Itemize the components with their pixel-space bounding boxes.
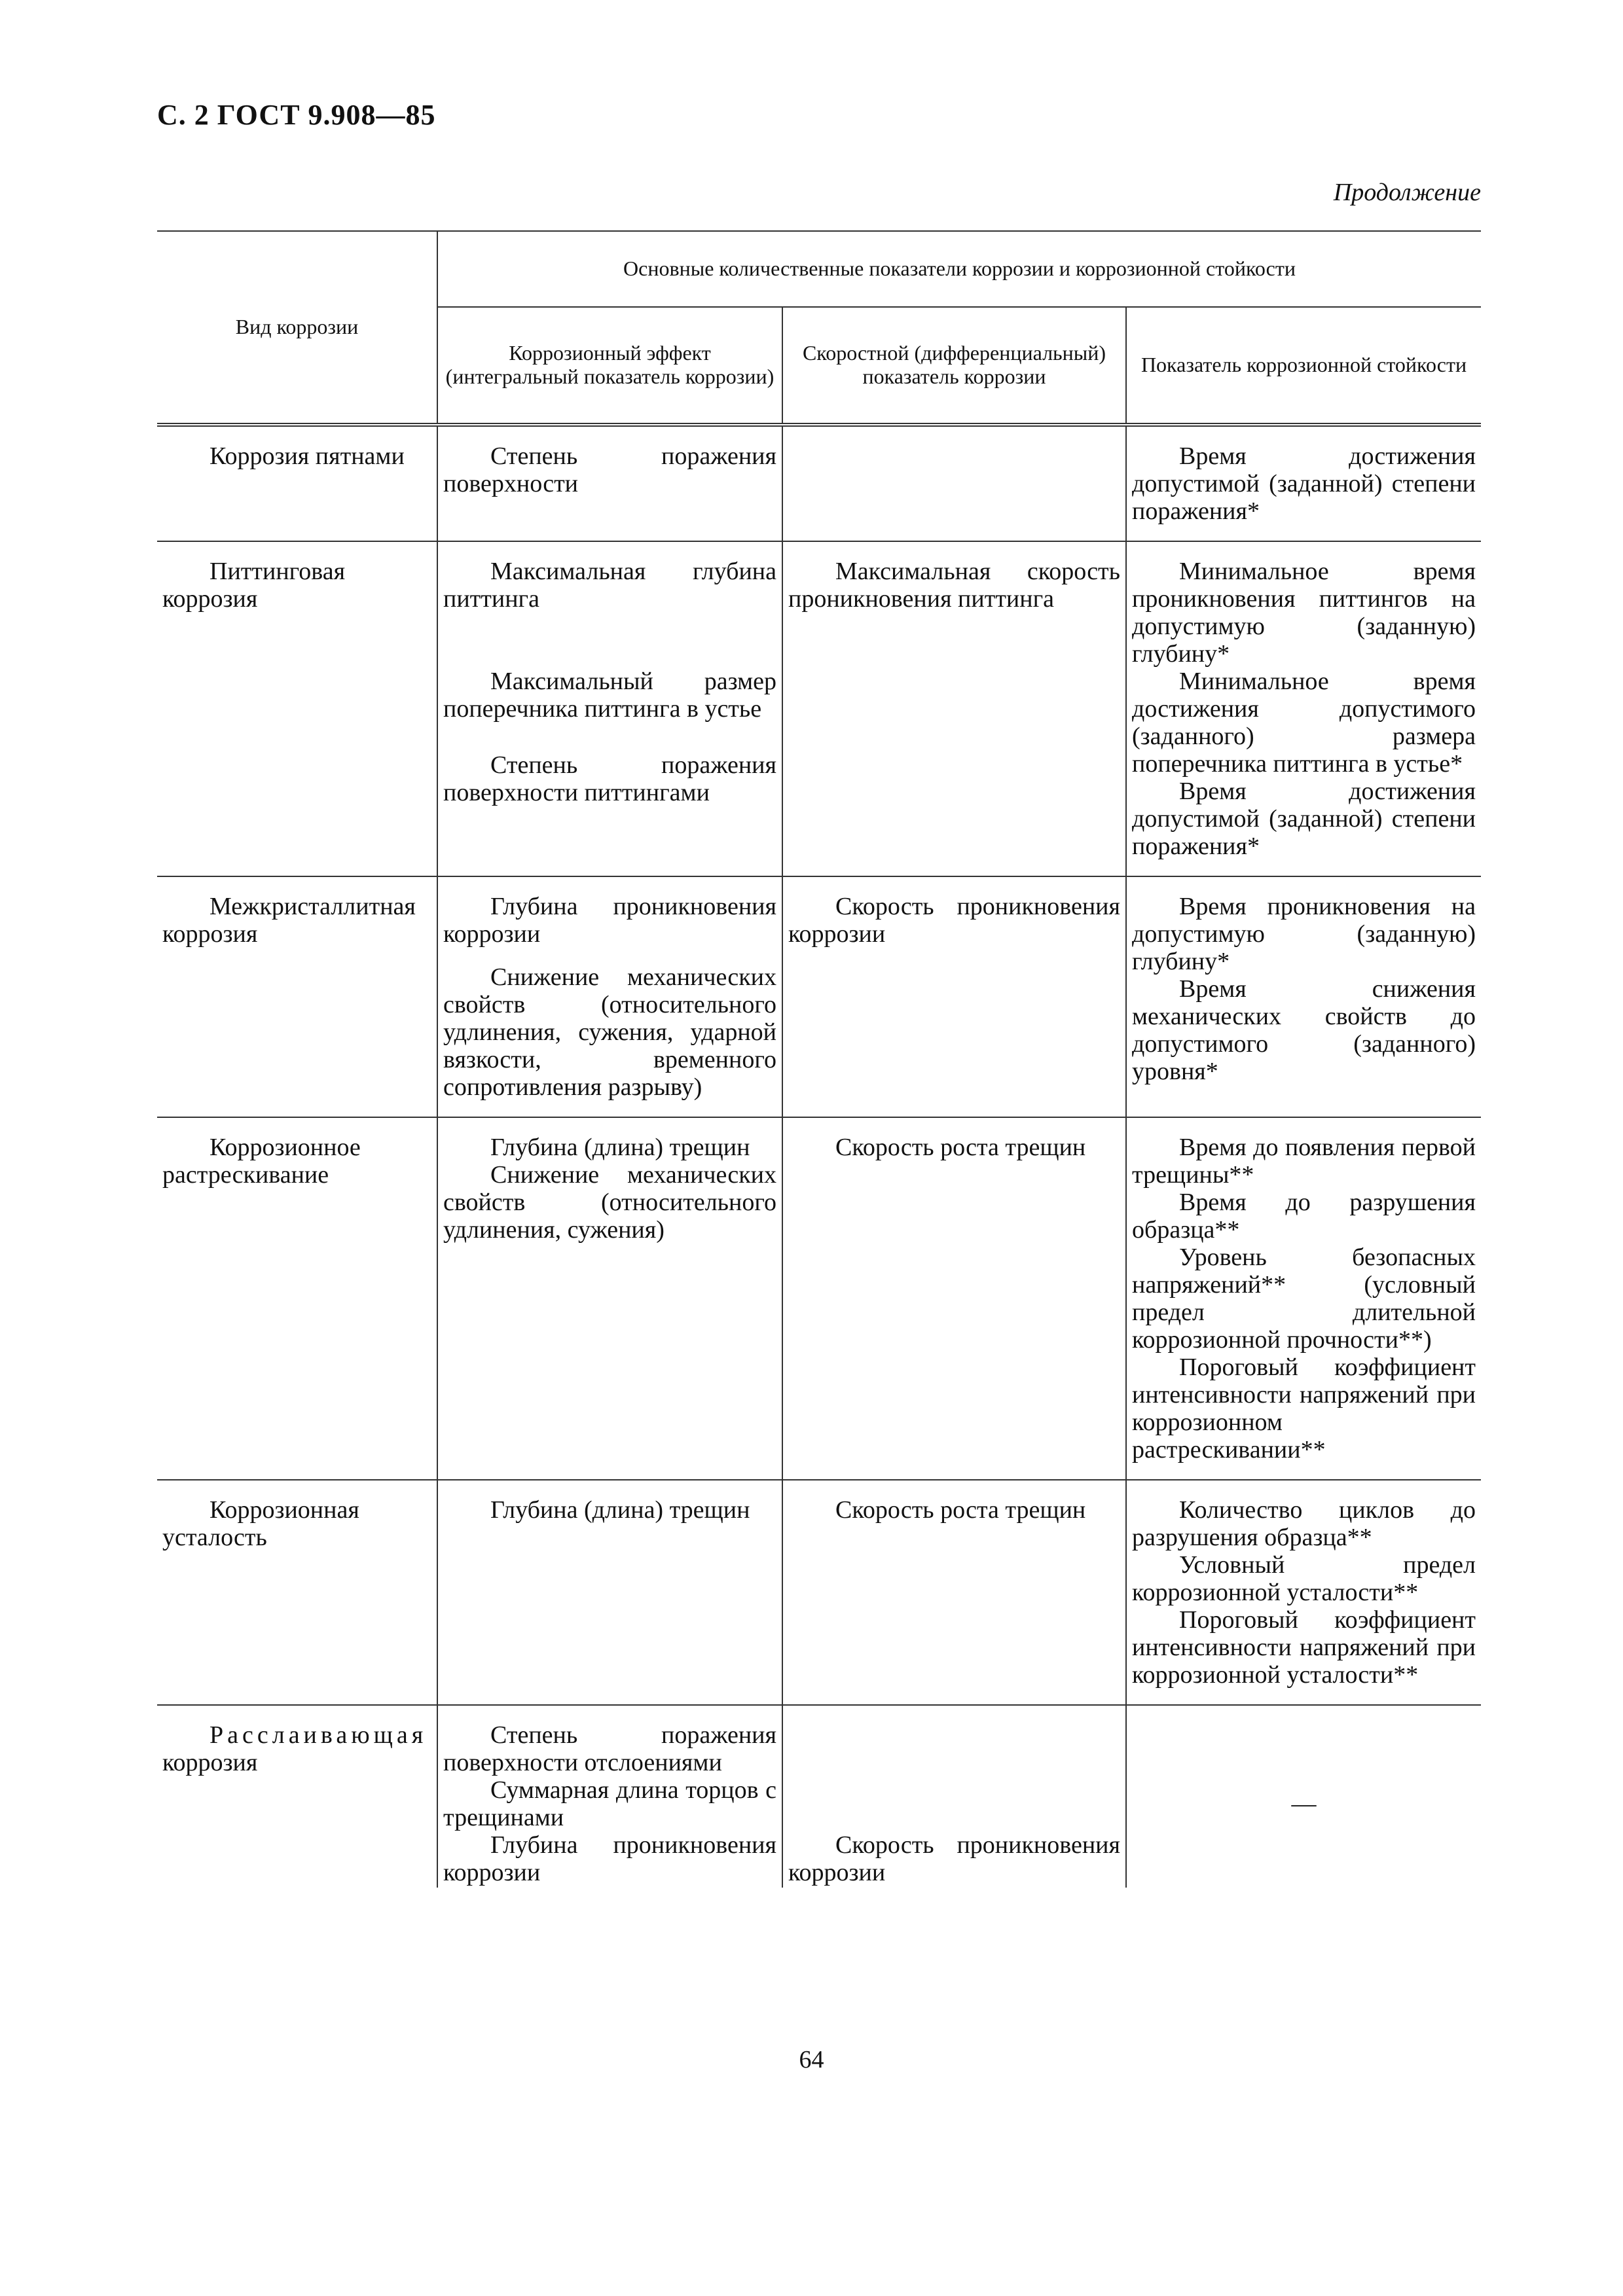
table-row <box>157 876 1481 1117</box>
effect-text: Глубина проникновения коррозии <box>443 1831 776 1886</box>
resistance-text: Время до появления первой трещины** <box>1132 1134 1476 1189</box>
effect-text: Максимальная глубина питтинга <box>443 558 776 613</box>
resistance-text: Время снижения механических свойств до допустимого (заданного) уровня* <box>1132 975 1476 1085</box>
corrosion-kind-cell <box>157 1480 437 1705</box>
corrosion-kind-cell <box>157 1117 437 1480</box>
effect-text: Снижение механических свойств (относительного удлинения, сужения) <box>443 1161 776 1244</box>
header-indicators-group: Основные количественные показатели коррозии и коррозионной стойкости <box>437 231 1481 307</box>
resistance-cell <box>1126 1117 1481 1480</box>
effect-text: Максимальный размер поперечника питтинга в устье <box>443 668 776 723</box>
rate-text: Максимальная скорость проникновения питтинга <box>788 558 1120 613</box>
resistance-dash: — <box>1291 1790 1317 1818</box>
effect-text: Суммарная длина торцов с трещинами <box>443 1776 776 1831</box>
corrosion-kind <box>162 1721 431 1776</box>
table-row <box>157 1480 1481 1705</box>
effect-text: Снижение механических свойств (относительного удлинения, сужения, ударной вязкости, временного сопротивления разрыву) <box>443 963 776 1101</box>
effect-text: Глубина (длина) трещин <box>490 1134 750 1161</box>
effect-cell <box>437 425 782 541</box>
corrosion-kind: Межкристаллитная коррозия <box>162 893 416 948</box>
effect-cell <box>437 541 782 876</box>
rate-text: Скорость проникновения коррозии <box>788 893 1120 948</box>
corrosion-kind-rest: коррозия <box>162 1749 258 1776</box>
resistance-cell <box>1126 876 1481 1117</box>
rate-cell <box>782 1480 1126 1705</box>
resistance-cell <box>1126 1705 1481 1888</box>
resistance-text: Время достижения допустимой (заданной) степени поражения* <box>1132 778 1476 860</box>
rate-cell <box>782 425 1126 541</box>
corrosion-indicators-table <box>157 230 1481 1888</box>
corrosion-kind: Коррозия пятнами <box>210 442 405 470</box>
resistance-cell <box>1126 541 1481 876</box>
corrosion-kind: Коррозионная усталость <box>162 1496 359 1551</box>
table-row <box>157 541 1481 876</box>
resistance-text: Время проникновения на допустимую (заданную) глубину* <box>1132 893 1476 975</box>
table-row <box>157 1705 1481 1888</box>
resistance-text: Минимальное время достижения допустимого (заданного) размера поперечника питтинга в устье* <box>1132 668 1476 778</box>
corrosion-kind: Коррозионное растрескивание <box>162 1134 361 1189</box>
resistance-text: Условный предел коррозионной усталости** <box>1132 1551 1476 1606</box>
rate-cell <box>782 876 1126 1117</box>
effect-text: Глубина (длина) трещин <box>490 1496 750 1524</box>
rate-cell <box>782 1117 1126 1480</box>
resistance-text: Пороговый коэффициент интенсивности напряжений при коррозионном растрескивании** <box>1132 1354 1476 1463</box>
rate-text: Скорость роста трещин <box>835 1496 1086 1524</box>
resistance-text: Время до разрушения образца** <box>1132 1189 1476 1244</box>
effect-cell <box>437 1705 782 1888</box>
effect-text: Степень поражения поверхности отслоениями <box>443 1721 776 1776</box>
effect-cell <box>437 876 782 1117</box>
table-row <box>157 425 1481 541</box>
resistance-cell <box>1126 425 1481 541</box>
header-rate-indicator: Скоростной (дифференциальный) показатель коррозии <box>782 307 1126 425</box>
resistance-cell <box>1126 1480 1481 1705</box>
resistance-text: Количество циклов до разрушения образца** <box>1132 1496 1476 1551</box>
corrosion-kind-cell <box>157 541 437 876</box>
continuation-label: Продолжение <box>1333 179 1481 206</box>
page-number: 64 <box>799 2046 824 2073</box>
header-resistance-indicator: Показатель коррозионной стойкости <box>1126 307 1481 425</box>
corrosion-kind-spaced: Расслаивающая <box>210 1721 428 1749</box>
header-corrosion-kind: Вид коррозии <box>157 231 437 425</box>
effect-cell <box>437 1480 782 1705</box>
resistance-text: Минимальное время проникновения питтингов на допустимую (заданную) глубину* <box>1132 558 1476 668</box>
corrosion-kind-cell <box>157 425 437 541</box>
corrosion-kind-cell <box>157 876 437 1117</box>
document-header-code: С. 2 ГОСТ 9.908—85 <box>157 99 436 131</box>
header-corrosion-effect: Коррозионный эффект (интегральный показатель коррозии) <box>437 307 782 425</box>
corrosion-kind: Питтинговая коррозия <box>162 558 346 613</box>
resistance-text: Время достижения допустимой (заданной) степени поражения* <box>1132 442 1476 525</box>
rate-cell <box>782 1705 1126 1888</box>
table-row <box>157 1117 1481 1480</box>
rate-cell <box>782 541 1126 876</box>
resistance-text: Пороговый коэффициент интенсивности напряжений при коррозионной усталости** <box>1132 1606 1476 1689</box>
effect-text: Степень поражения поверхности питтингами <box>443 751 776 806</box>
effect-text: Степень поражения поверхности <box>443 442 776 497</box>
rate-text: Скорость роста трещин <box>835 1134 1086 1161</box>
effect-cell <box>437 1117 782 1480</box>
effect-text: Глубина проникновения коррозии <box>443 893 776 948</box>
rate-text: Скорость проникновения коррозии <box>788 1831 1120 1886</box>
resistance-text: Уровень безопасных напряжений** (условный предел длительной коррозионной прочности**) <box>1132 1244 1476 1354</box>
corrosion-kind-cell <box>157 1705 437 1888</box>
